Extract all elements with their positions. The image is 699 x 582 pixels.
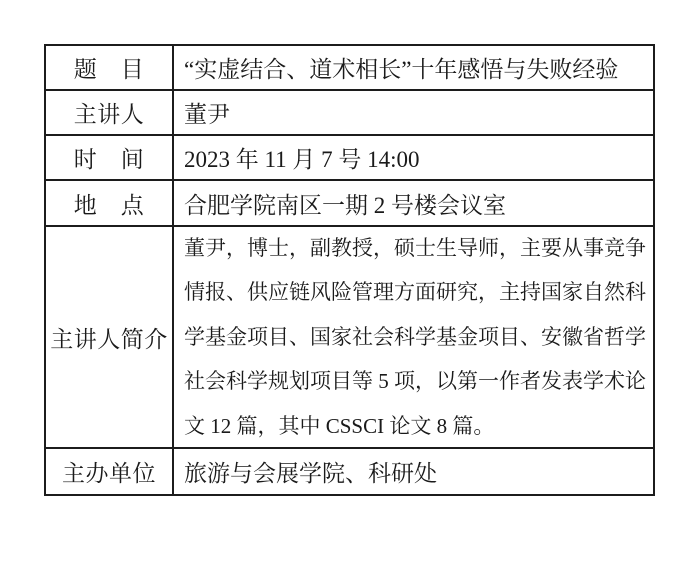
- bio-line: 董尹，博士，副教授，硕士生导师，主要从事竞争: [184, 236, 646, 261]
- bio-label: 主讲人简介: [46, 227, 174, 447]
- lecture-info-table: [44, 44, 655, 496]
- bio-line: 文 12 篇，其中 CSSCI 论文 8 篇。: [184, 413, 495, 438]
- location-label: 地 点: [46, 181, 174, 225]
- title-value: “实虚结合、道术相长”十年感悟与失败经验: [184, 57, 619, 82]
- table-row-speaker: [46, 89, 653, 134]
- table-row-bio: [46, 225, 653, 447]
- speaker-label: 主讲人: [46, 91, 174, 134]
- organizer-label: 主办单位: [46, 449, 174, 494]
- bio-line: 情报、供应链风险管理方面研究，主持国家自然科: [184, 280, 646, 305]
- location-value: 合肥学院南区一期 2 号楼会议室: [184, 192, 506, 218]
- table-row-title: [46, 46, 653, 89]
- time-value: 2023 年 11 月 7 号 14:00: [184, 147, 420, 172]
- table-row-organizer: [46, 447, 653, 494]
- bio-line: 学基金项目、国家社会科学基金项目、安徽省哲学: [184, 324, 646, 349]
- time-label: 时 间: [46, 136, 174, 179]
- bio-line: 社会科学规划项目等 5 项，以第一作者发表学术论: [184, 369, 646, 394]
- organizer-value: 旅游与会展学院、科研处: [184, 461, 437, 486]
- table-row-location: [46, 179, 653, 225]
- bio-value: [174, 227, 653, 447]
- speaker-value: 董尹: [184, 102, 230, 127]
- title-label: 题 目: [46, 46, 174, 89]
- table-row-time: [46, 134, 653, 179]
